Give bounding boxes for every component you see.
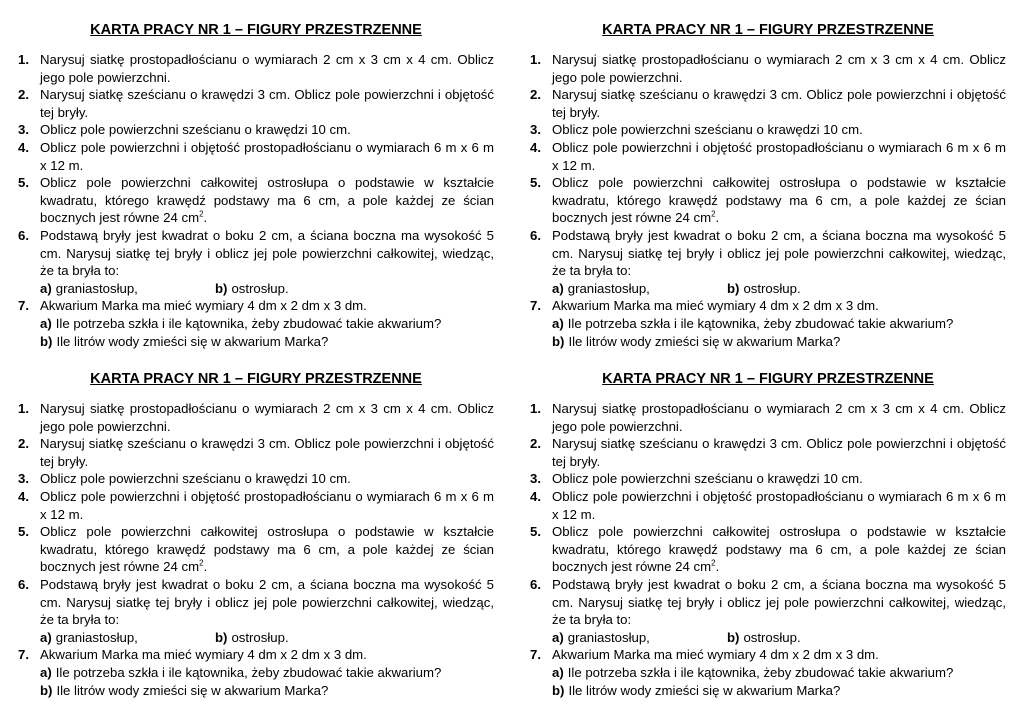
task-text: Akwarium Marka ma mieć wymiary 4 dm x 2 dm x 3 dm. [40, 298, 367, 314]
subquestion-text: Ile potrzeba szkła i ile kątownika, żeby zbudować takie akwarium? [55, 315, 442, 331]
task-superscript: 2 [199, 209, 204, 219]
task-superscript: 2 [711, 558, 716, 568]
task-text: Narysuj siatkę sześcianu o krawędzi 3 cm. Oblicz pole powierzchni i objętość tej bryły. [40, 436, 494, 469]
task-item [530, 51, 1006, 86]
subquestion-label: b) [552, 682, 565, 698]
task-item [530, 86, 1006, 121]
option-label: b) [215, 280, 228, 296]
task-number: 1. [530, 52, 541, 67]
task-option [40, 280, 215, 298]
task-text: Narysuj siatkę prostopadłościanu o wymiarach 2 cm x 3 cm x 4 cm. Oblicz jego pole powierzchni. [552, 401, 1006, 434]
task-text: Oblicz pole powierzchni sześcianu o krawędzi 10 cm. [552, 471, 863, 487]
task-text: Oblicz pole powierzchni całkowitej ostrosłupa o podstawie w kształcie kwadratu, którego krawędź podstawy ma 6 cm, a pole każdej ze ścian bocznych jest równe 24 cm [40, 175, 494, 226]
task-text: Akwarium Marka ma mieć wymiary 4 dm x 2 dm x 3 dm. [40, 647, 367, 663]
task-item [18, 86, 494, 121]
task-item [530, 121, 1006, 139]
task-text: Narysuj siatkę sześcianu o krawędzi 3 cm. Oblicz pole powierzchni i objętość tej bryły. [552, 87, 1006, 120]
task-item [530, 297, 1006, 350]
subquestion-text: Ile litrów wody zmieści się w akwarium Marka? [56, 682, 329, 698]
subquestion-label: a) [552, 664, 564, 680]
task-number: 6. [530, 576, 541, 592]
task-superscript: 2 [711, 209, 716, 219]
task-text: Oblicz pole powierzchni całkowitej ostrosłupa o podstawie w kształcie kwadratu, którego krawędź podstawy ma 6 cm, a pole każdej ze ścian bocznych jest równe 24 cm [40, 524, 494, 575]
task-text: Oblicz pole powierzchni sześcianu o krawędzi 10 cm. [552, 122, 863, 138]
task-item [530, 488, 1006, 523]
task-option [40, 629, 215, 647]
task-subquestion [40, 315, 494, 333]
task-text: Podstawą bryły jest kwadrat o boku 2 cm, a ściana boczna ma wysokość 5 cm. Narysuj siatkę tej bryły i oblicz jej pole powierzchni całkowitej, wiedząc, że ta bryła to: [552, 227, 1006, 279]
option-text: graniastosłup, [567, 629, 650, 645]
task-text: Narysuj siatkę sześcianu o krawędzi 3 cm. Oblicz pole powierzchni i objętość tej bryły. [552, 436, 1006, 469]
task-number: 2. [18, 87, 29, 103]
subquestion-label: b) [40, 682, 53, 698]
task-options [552, 280, 1006, 298]
task-subquestion [552, 664, 1006, 682]
task-number: 7. [18, 647, 29, 663]
task-text: Podstawą bryły jest kwadrat o boku 2 cm, a ściana boczna ma wysokość 5 cm. Narysuj siatkę tej bryły i oblicz jej pole powierzchni całkowitej, wiedząc, że ta bryła to: [40, 576, 494, 628]
task-subquestion [552, 315, 1006, 333]
task-item [530, 470, 1006, 488]
task-option [215, 629, 289, 647]
task-number: 5. [530, 524, 541, 540]
task-subquestions [552, 315, 1006, 350]
task-item [18, 576, 494, 646]
task-number: 3. [530, 122, 541, 138]
task-subquestions [40, 664, 494, 699]
worksheet-card-bottom-right [530, 369, 1006, 699]
task-option [727, 629, 801, 647]
task-text-end: . [203, 210, 208, 226]
subquestion-label: a) [552, 315, 564, 331]
task-number: 3. [18, 122, 29, 138]
task-options [40, 629, 494, 647]
task-text: Oblicz pole powierzchni i objętość prostopadłościanu o wymiarach 6 m x 6 m x 12 m. [40, 488, 494, 522]
task-text: Oblicz pole powierzchni całkowitej ostrosłupa o podstawie w kształcie kwadratu, którego krawędź podstawy ma 6 cm, a pole każdej ze ścian bocznych jest równe 24 cm [552, 175, 1006, 226]
subquestion-text: Ile litrów wody zmieści się w akwarium Marka? [568, 682, 841, 698]
subquestion-text: Ile potrzeba szkła i ile kątownika, żeby zbudować takie akwarium? [567, 315, 954, 331]
task-item [18, 51, 494, 86]
task-number: 1. [18, 401, 29, 416]
task-list [530, 400, 1006, 699]
task-list [530, 51, 1006, 350]
option-label: a) [552, 629, 564, 645]
task-item [18, 139, 494, 174]
task-text: Narysuj siatkę prostopadłościanu o wymiarach 2 cm x 3 cm x 4 cm. Oblicz jego pole powierzchni. [40, 52, 494, 85]
task-item [18, 435, 494, 470]
subquestion-text: Ile litrów wody zmieści się w akwarium Marka? [568, 333, 841, 349]
subquestion-label: a) [40, 664, 52, 680]
subquestion-label: a) [40, 315, 52, 331]
task-item [530, 139, 1006, 174]
task-item [18, 297, 494, 350]
task-item [530, 174, 1006, 227]
task-subquestion [552, 333, 1006, 351]
subquestion-label: b) [552, 333, 565, 349]
task-item [530, 523, 1006, 576]
subquestion-text: Ile potrzeba szkła i ile kątownika, żeby zbudować takie akwarium? [55, 664, 442, 680]
task-subquestion [40, 333, 494, 351]
option-label: b) [215, 629, 228, 645]
task-item [18, 121, 494, 139]
task-item [18, 174, 494, 227]
task-option [552, 280, 727, 298]
task-superscript: 2 [199, 558, 204, 568]
task-number: 6. [18, 227, 29, 243]
task-text: Podstawą bryły jest kwadrat o boku 2 cm, a ściana boczna ma wysokość 5 cm. Narysuj siatkę tej bryły i oblicz jej pole powierzchni całkowitej, wiedząc, że ta bryła to: [40, 227, 494, 279]
task-number: 6. [18, 576, 29, 592]
task-text: Oblicz pole powierzchni sześcianu o krawędzi 10 cm. [40, 471, 351, 487]
option-label: b) [727, 280, 740, 296]
task-options [40, 280, 494, 298]
option-text: ostrosłup. [743, 280, 801, 296]
task-number: 2. [18, 436, 29, 452]
task-options [552, 629, 1006, 647]
task-number: 6. [530, 227, 541, 243]
worksheet-card-top-right [530, 20, 1006, 350]
option-text: ostrosłup. [231, 280, 289, 296]
task-text: Akwarium Marka ma mieć wymiary 4 dm x 2 dm x 3 dm. [552, 647, 879, 663]
task-subquestion [40, 682, 494, 700]
task-item [530, 576, 1006, 646]
task-subquestions [552, 664, 1006, 699]
task-number: 7. [530, 647, 541, 663]
task-number: 2. [530, 436, 541, 452]
task-text-end: . [715, 559, 720, 575]
subquestion-text: Ile potrzeba szkła i ile kątownika, żeby zbudować takie akwarium? [567, 664, 954, 680]
task-text: Narysuj siatkę prostopadłościanu o wymiarach 2 cm x 3 cm x 4 cm. Oblicz jego pole powierzchni. [552, 52, 1006, 85]
task-text: Podstawą bryły jest kwadrat o boku 2 cm, a ściana boczna ma wysokość 5 cm. Narysuj siatkę tej bryły i oblicz jej pole powierzchni całkowitej, wiedząc, że ta bryła to: [552, 576, 1006, 628]
worksheet-card-bottom-left [18, 369, 494, 699]
option-label: b) [727, 629, 740, 645]
task-item [18, 470, 494, 488]
option-label: a) [40, 280, 52, 296]
subquestion-label: b) [40, 333, 53, 349]
task-list [18, 51, 494, 350]
option-text: graniastosłup, [55, 280, 138, 296]
task-text: Narysuj siatkę prostopadłościanu o wymiarach 2 cm x 3 cm x 4 cm. Oblicz jego pole powierzchni. [40, 401, 494, 434]
task-list [18, 400, 494, 699]
worksheet-title: KARTA PRACY NR 1 – FIGURY PRZESTRZENNE [90, 371, 422, 387]
task-item [18, 523, 494, 576]
task-text: Oblicz pole powierzchni całkowitej ostrosłupa o podstawie w kształcie kwadratu, którego krawędź podstawy ma 6 cm, a pole każdej ze ścian bocznych jest równe 24 cm [552, 524, 1006, 575]
option-text: graniastosłup, [567, 280, 650, 296]
task-item [530, 435, 1006, 470]
task-number: 4. [18, 139, 29, 155]
task-number: 7. [530, 298, 541, 314]
task-text: Akwarium Marka ma mieć wymiary 4 dm x 2 dm x 3 dm. [552, 298, 879, 314]
task-number: 4. [18, 488, 29, 504]
task-text-end: . [203, 559, 208, 575]
task-item [530, 400, 1006, 435]
task-number: 4. [530, 488, 541, 504]
task-text: Oblicz pole powierzchni i objętość prostopadłościanu o wymiarach 6 m x 6 m x 12 m. [552, 139, 1006, 173]
task-text: Oblicz pole powierzchni i objętość prostopadłościanu o wymiarach 6 m x 6 m x 12 m. [552, 488, 1006, 522]
task-item [18, 400, 494, 435]
subquestion-text: Ile litrów wody zmieści się w akwarium Marka? [56, 333, 329, 349]
option-label: a) [552, 280, 564, 296]
task-number: 3. [18, 471, 29, 487]
task-text: Oblicz pole powierzchni i objętość prostopadłościanu o wymiarach 6 m x 6 m x 12 m. [40, 139, 494, 173]
worksheet-title: KARTA PRACY NR 1 – FIGURY PRZESTRZENNE [602, 371, 934, 387]
task-text-end: . [715, 210, 720, 226]
worksheet-card-top-left [18, 20, 494, 350]
task-option [215, 280, 289, 298]
task-item [530, 227, 1006, 297]
option-text: graniastosłup, [55, 629, 138, 645]
task-number: 5. [18, 175, 29, 191]
option-text: ostrosłup. [743, 629, 801, 645]
task-subquestion [40, 664, 494, 682]
worksheet-title: KARTA PRACY NR 1 – FIGURY PRZESTRZENNE [602, 22, 934, 38]
task-option [727, 280, 801, 298]
task-number: 7. [18, 298, 29, 314]
task-item [18, 488, 494, 523]
task-item [530, 646, 1006, 699]
task-number: 5. [530, 175, 541, 191]
task-text: Oblicz pole powierzchni sześcianu o krawędzi 10 cm. [40, 122, 351, 138]
task-number: 5. [18, 524, 29, 540]
task-option [552, 629, 727, 647]
task-number: 1. [530, 401, 541, 416]
task-subquestion [552, 682, 1006, 700]
option-label: a) [40, 629, 52, 645]
task-number: 4. [530, 139, 541, 155]
task-number: 1. [18, 52, 29, 67]
task-text: Narysuj siatkę sześcianu o krawędzi 3 cm. Oblicz pole powierzchni i objętość tej bryły. [40, 87, 494, 120]
task-number: 2. [530, 87, 541, 103]
task-number: 3. [530, 471, 541, 487]
task-subquestions [40, 315, 494, 350]
task-item [18, 646, 494, 699]
worksheet-title: KARTA PRACY NR 1 – FIGURY PRZESTRZENNE [90, 22, 422, 38]
option-text: ostrosłup. [231, 629, 289, 645]
task-item [18, 227, 494, 297]
